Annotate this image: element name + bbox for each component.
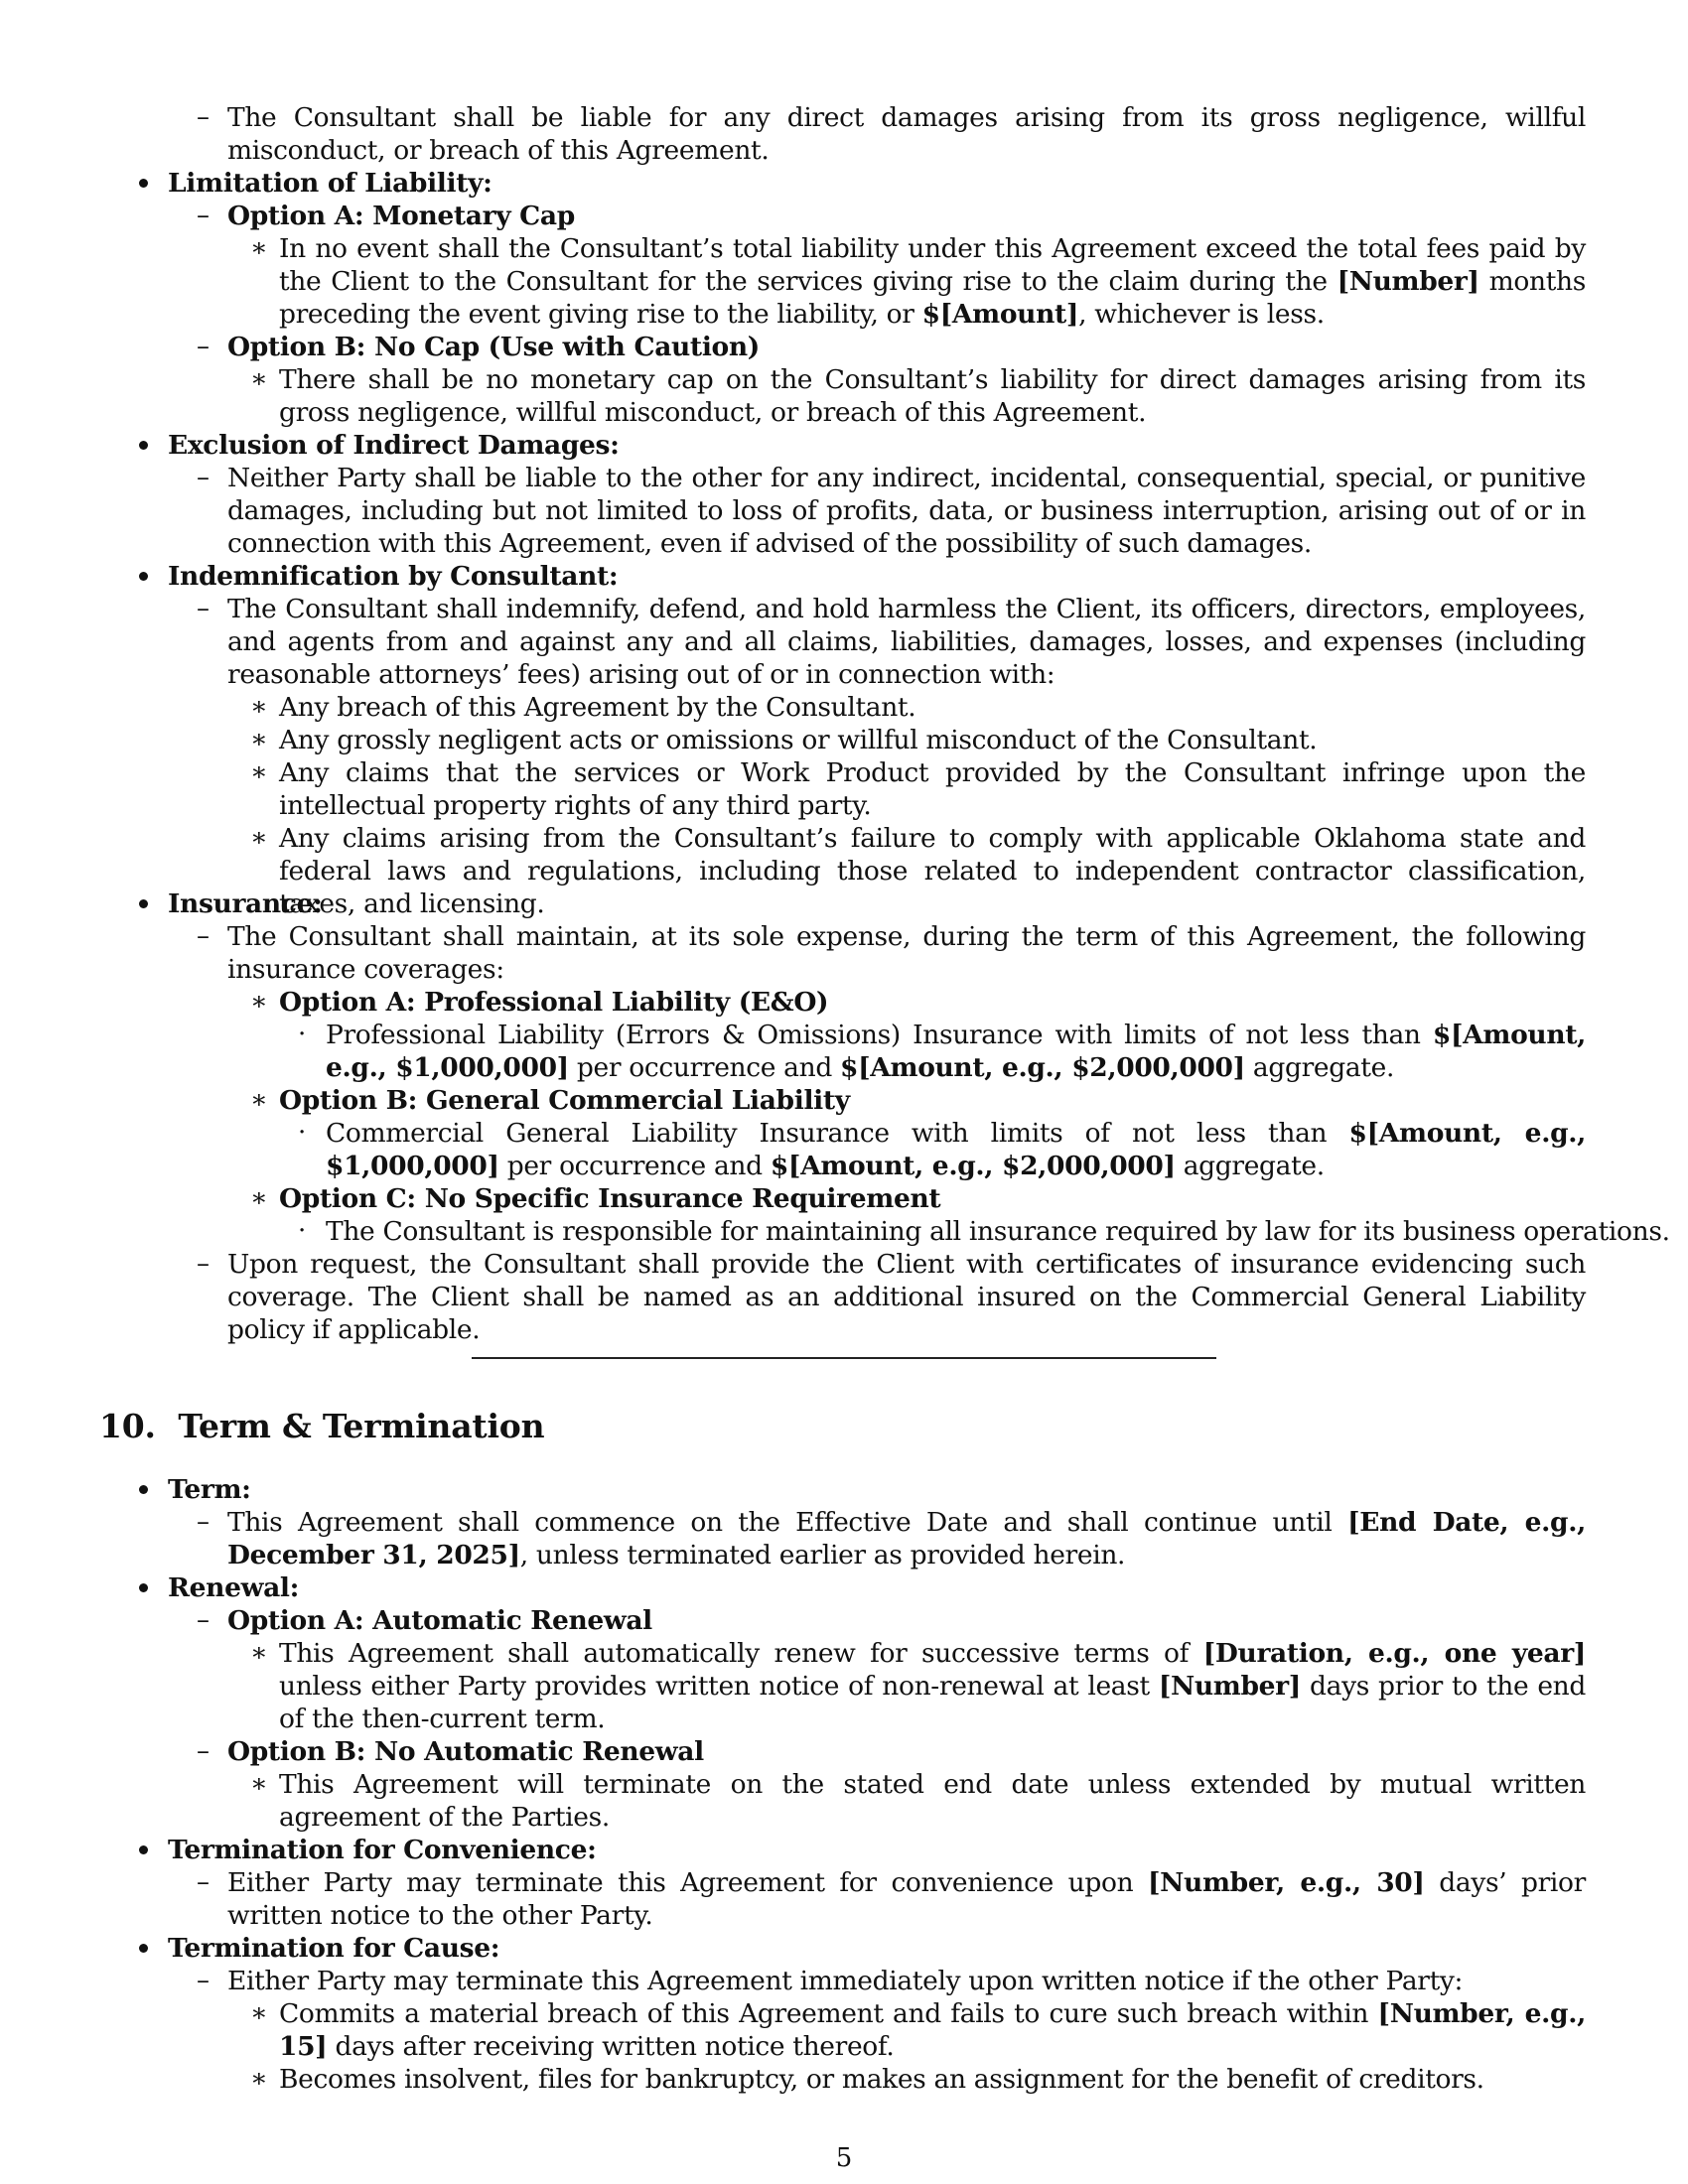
page-number: 5 [835,2143,853,2173]
insurance-option-a-text: Professional Liability (Errors & Omissions) Insurance with limits of not less than $[Amount, e.g., $1,000,000] per occurrence and $[Amount, e.g., $2,000,000] aggregate. [326,1020,1587,1083]
dash-marker: – [197,1507,210,1537]
direct-damages-text: The Consultant shall be liable for any direct damages arising from its gross negligence, willful misconduct, or breach of this Agreement. [227,102,1586,166]
indemnification-item: Any breach of this Agreement by the Consultant. [279,692,916,723]
renewal-option-a-title: Option A: Automatic Renewal [227,1605,652,1636]
cause-heading: Termination for Cause: [168,1933,500,1964]
insurance-certificates-text: Upon request, the Consultant shall provide the Client with certificates of insurance evidencing such coverage. The Client shall be named as an additional insured on the Commercial General Liability policy if applicable. [227,1249,1586,1345]
renewal-heading: Renewal: [168,1572,300,1603]
cause-intro: Either Party may terminate this Agreement immediately upon written notice if the other Party: [227,1966,1464,1996]
convenience-heading: Termination for Convenience: [168,1835,597,1865]
asterisk-marker: ∗ [250,1183,268,1213]
asterisk-marker: ∗ [250,692,268,722]
dash-marker: – [197,201,210,230]
limitation-option-a-text: In no event shall the Consultant’s total liability under this Agreement exceed the total fees paid by the Client to the Consultant for the services giving rise to the claim during the [Number] months preceding the event giving rise to the liability, or $[Amount], whichever is less. [279,233,1586,330]
insurance-option-c-text: The Consultant is responsible for maintaining all insurance required by law for its business operations. [326,1216,1670,1247]
asterisk-marker: ∗ [250,2064,268,2094]
dash-marker: – [197,594,210,623]
indirect-heading: Exclusion of Indirect Damages: [168,430,620,461]
cause-item: Becomes insolvent, files for bankruptcy, or makes an assignment for the benefit of creditors. [279,2064,1484,2095]
limitation-option-a-title: Option A: Monetary Cap [227,201,575,231]
section-10-title: 10. Term & Termination [99,1407,545,1445]
asterisk-marker: ∗ [250,757,268,787]
asterisk-marker: ∗ [250,1638,268,1668]
asterisk-marker: ∗ [250,233,268,263]
convenience-text: Either Party may terminate this Agreement for convenience upon [Number, e.g., 30] days’ prior written notice to the other Party. [227,1867,1586,1931]
middot-marker: · [298,1216,307,1246]
bullet-marker [139,899,148,908]
limitation-heading: Limitation of Liability: [168,168,492,199]
dash-marker: – [197,102,210,132]
bullet-marker [139,441,148,450]
indemnification-heading: Indemnification by Consultant: [168,561,619,592]
indemnification-item: Any claims arising from the Consultant’s failure to comply with applicable Oklahoma state and federal laws and regulations, including those related to independent contractor classification, taxes, and licensing. [279,823,1586,919]
dash-marker: – [197,463,210,492]
asterisk-marker: ∗ [250,364,268,394]
insurance-option-a-title: Option A: Professional Liability (E&O) [279,987,829,1018]
bullet-marker [139,179,148,188]
indirect-text: Neither Party shall be liable to the other for any indirect, incidental, consequential, special, or punitive damages, including but not limited to loss of profits, data, or business interruption, arising out of or in connection with this Agreement, even if advised of the possibility of such damages. [227,463,1586,559]
insurance-option-b-text: Commercial General Liability Insurance with limits of not less than $[Amount, e.g., $1,000,000] per occurrence and $[Amount, e.g., $2,000,000] aggregate. [326,1118,1587,1181]
renewal-option-b-text: This Agreement will terminate on the stated end date unless extended by mutual written agreement of the Parties. [279,1769,1586,1833]
bullet-marker [139,1845,148,1854]
limitation-option-b-text: There shall be no monetary cap on the Consultant’s liability for direct damages arising from its gross negligence, willful misconduct, or breach of this Agreement. [279,364,1586,428]
indemnification-item: Any grossly negligent acts or omissions or willful misconduct of the Consultant. [279,725,1318,755]
indemnification-intro: The Consultant shall indemnify, defend, and hold harmless the Client, its officers, directors, employees, and agents from and against any and all claims, liabilities, damages, losses, and expenses (including reasonable attorneys’ fees) arising out of or in connection with: [227,594,1586,690]
asterisk-marker: ∗ [250,1769,268,1799]
cause-item: Commits a material breach of this Agreement and fails to cure such breach within [Number, e.g., 15] days after receiving written notice thereof. [279,1998,1586,2062]
dash-marker: – [197,1249,210,1279]
renewal-option-b-title: Option B: No Automatic Renewal [227,1736,704,1767]
dash-marker: – [197,332,210,361]
limitation-option-b-title: Option B: No Cap (Use with Caution) [227,332,760,362]
bullet-marker [139,1944,148,1953]
dash-marker: – [197,1867,210,1897]
insurance-heading: Insurance: [168,888,323,919]
asterisk-marker: ∗ [250,725,268,754]
dash-marker: – [197,1736,210,1766]
asterisk-marker: ∗ [250,823,268,853]
insurance-intro: The Consultant shall maintain, at its sole expense, during the term of this Agreement, the following insurance coverages: [227,921,1586,985]
asterisk-marker: ∗ [250,1085,268,1115]
section-divider [472,1357,1216,1359]
middot-marker: · [298,1020,307,1049]
asterisk-marker: ∗ [250,987,268,1017]
dash-marker: – [197,921,210,951]
middot-marker: · [298,1118,307,1148]
term-heading: Term: [168,1474,251,1505]
bullet-marker [139,1583,148,1592]
insurance-option-b-title: Option B: General Commercial Liability [279,1085,850,1116]
bullet-marker [139,572,148,581]
term-text: This Agreement shall commence on the Effective Date and shall continue until [End Date, e.g., December 31, 2025], unless terminated earlier as provided herein. [227,1507,1586,1570]
asterisk-marker: ∗ [250,1998,268,2028]
insurance-option-c-title: Option C: No Specific Insurance Requirement [279,1183,941,1214]
dash-marker: – [197,1966,210,1995]
renewal-option-a-text: This Agreement shall automatically renew for successive terms of [Duration, e.g., one year] unless either Party provides written notice of non-renewal at least [Number] days prior to the end of the then-current term. [279,1638,1587,1734]
dash-marker: – [197,1605,210,1635]
indemnification-item: Any claims that the services or Work Product provided by the Consultant infringe upon the intellectual property rights of any third party. [279,757,1586,821]
bullet-marker [139,1485,148,1494]
